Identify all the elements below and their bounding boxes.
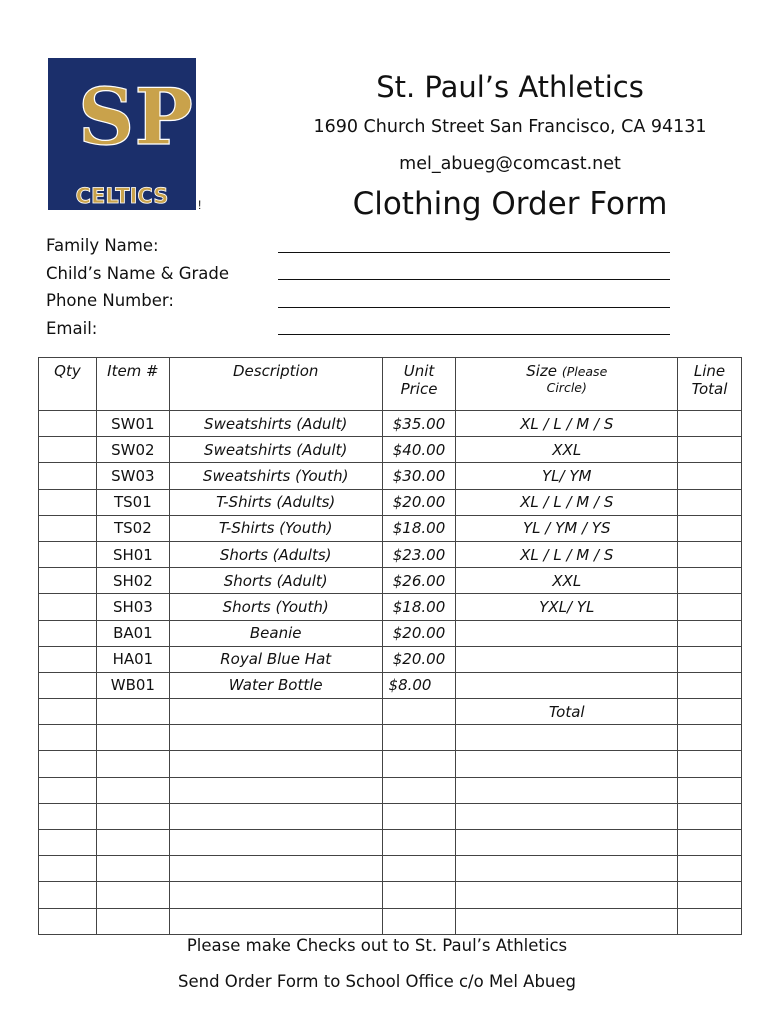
blank-cell[interactable] xyxy=(678,803,742,829)
grand-total-cell[interactable] xyxy=(678,699,742,725)
size-cell: XXL xyxy=(456,437,678,463)
family-name-line[interactable] xyxy=(278,239,670,253)
description-cell: Shorts (Adult) xyxy=(169,568,382,594)
blank-cell[interactable] xyxy=(456,777,678,803)
blank-cell[interactable] xyxy=(39,908,97,934)
line-total-cell[interactable] xyxy=(678,594,742,620)
child-name-label: Child’s Name & Grade xyxy=(46,263,230,283)
qty-cell[interactable] xyxy=(39,672,97,698)
blank-cell[interactable] xyxy=(169,777,382,803)
qty-cell[interactable] xyxy=(39,437,97,463)
blank-cell[interactable] xyxy=(456,803,678,829)
blank-cell[interactable] xyxy=(382,777,456,803)
blank-cell[interactable] xyxy=(96,908,169,934)
blank-cell[interactable] xyxy=(456,908,678,934)
item-cell: SW02 xyxy=(96,437,169,463)
blank-cell[interactable] xyxy=(96,856,169,882)
description-cell: Shorts (Youth) xyxy=(169,594,382,620)
size-cell: XL / L / M / S xyxy=(456,541,678,567)
description-cell: Sweatshirts (Adult) xyxy=(169,437,382,463)
email-line[interactable] xyxy=(278,321,670,335)
blank-cell[interactable] xyxy=(382,830,456,856)
price-cell: $18.00 xyxy=(382,594,456,620)
item-cell: SH03 xyxy=(96,594,169,620)
email-row xyxy=(46,315,670,343)
blank-cell[interactable] xyxy=(39,856,97,882)
blank-cell[interactable] xyxy=(169,882,382,908)
line-total-cell[interactable] xyxy=(678,437,742,463)
blank-cell[interactable] xyxy=(678,830,742,856)
description-cell: T-Shirts (Youth) xyxy=(169,515,382,541)
blank-cell[interactable] xyxy=(96,751,169,777)
blank-cell[interactable] xyxy=(39,777,97,803)
blank-row xyxy=(39,725,742,751)
blank-cell[interactable] xyxy=(96,725,169,751)
description-cell: Royal Blue Hat xyxy=(169,646,382,672)
table-header-row xyxy=(39,358,742,411)
form-title: Clothing Order Form xyxy=(352,186,668,222)
child-name-line[interactable] xyxy=(278,266,670,280)
blank-cell[interactable] xyxy=(382,908,456,934)
org-email: mel_abueg@comcast.net xyxy=(399,154,621,174)
line-total-header-line2: Total xyxy=(691,380,728,398)
table-row xyxy=(39,411,742,437)
order-table xyxy=(38,357,742,935)
price-cell: $30.00 xyxy=(382,463,456,489)
blank-cell[interactable] xyxy=(39,882,97,908)
blank-row xyxy=(39,803,742,829)
blank-cell[interactable] xyxy=(382,803,456,829)
total-row xyxy=(39,699,742,725)
line-total-cell[interactable] xyxy=(678,568,742,594)
logo-team-text: CELTICS xyxy=(75,184,169,208)
table-row xyxy=(39,646,742,672)
table-row xyxy=(39,620,742,646)
stray-mark: ! xyxy=(198,198,202,212)
price-cell[interactable] xyxy=(382,699,456,725)
unit-price-header-line1: Unit xyxy=(403,362,435,380)
line-total-cell[interactable] xyxy=(678,541,742,567)
blank-cell[interactable] xyxy=(456,856,678,882)
blank-cell[interactable] xyxy=(169,830,382,856)
price-cell: $20.00 xyxy=(382,646,456,672)
line-total-cell[interactable] xyxy=(678,489,742,515)
qty-cell[interactable] xyxy=(39,594,97,620)
description-cell: Water Bottle xyxy=(169,672,382,698)
price-cell: $20.00 xyxy=(382,489,456,515)
blank-row xyxy=(39,882,742,908)
size-header-note: (Please xyxy=(561,364,608,379)
description-cell: T-Shirts (Adults) xyxy=(169,489,382,515)
size-cell: YXL/ YL xyxy=(456,594,678,620)
item-cell: TS01 xyxy=(96,489,169,515)
size-header xyxy=(456,358,678,411)
blank-cell[interactable] xyxy=(456,830,678,856)
line-total-cell[interactable] xyxy=(678,620,742,646)
total-label: Total xyxy=(456,699,678,725)
price-cell: $20.00 xyxy=(382,620,456,646)
blank-row xyxy=(39,830,742,856)
blank-row xyxy=(39,777,742,803)
family-name-label: Family Name: xyxy=(46,236,159,256)
blank-cell[interactable] xyxy=(382,751,456,777)
blank-cell[interactable] xyxy=(678,777,742,803)
qty-cell[interactable] xyxy=(39,541,97,567)
description-header: Description xyxy=(169,358,382,411)
size-header-label: Size xyxy=(526,362,558,380)
table-row xyxy=(39,463,742,489)
price-cell: $8.00 xyxy=(382,672,456,698)
size-cell: YL/ YM xyxy=(456,463,678,489)
blank-cell[interactable] xyxy=(678,751,742,777)
item-cell: SW01 xyxy=(96,411,169,437)
qty-cell[interactable] xyxy=(39,568,97,594)
qty-cell[interactable] xyxy=(39,620,97,646)
phone-label: Phone Number: xyxy=(46,291,174,311)
qty-cell[interactable] xyxy=(39,515,97,541)
price-cell: $26.00 xyxy=(382,568,456,594)
blank-cell[interactable] xyxy=(678,882,742,908)
school-logo xyxy=(48,58,196,210)
price-cell: $23.00 xyxy=(382,541,456,567)
send-form-note: Send Order Form to School Office c/o Mel Abueg xyxy=(177,972,576,991)
item-cell: SH02 xyxy=(96,568,169,594)
line-total-cell[interactable] xyxy=(678,515,742,541)
sp-celtics-logo-icon xyxy=(48,58,196,210)
description-cell: Shorts (Adults) xyxy=(169,541,382,567)
table-row xyxy=(39,437,742,463)
description-cell[interactable] xyxy=(169,699,382,725)
qty-cell[interactable] xyxy=(39,699,97,725)
line-total-cell[interactable] xyxy=(678,411,742,437)
blank-row xyxy=(39,751,742,777)
size-cell: XXL xyxy=(456,568,678,594)
item-cell[interactable] xyxy=(96,699,169,725)
blank-cell[interactable] xyxy=(382,856,456,882)
org-name: St. Paul’s Athletics xyxy=(376,70,644,104)
item-cell: HA01 xyxy=(96,646,169,672)
blank-cell[interactable] xyxy=(678,725,742,751)
size-cell: YL / YM / YS xyxy=(456,515,678,541)
line-total-cell[interactable] xyxy=(678,672,742,698)
phone-row xyxy=(46,287,670,315)
table-row xyxy=(39,489,742,515)
qty-cell[interactable] xyxy=(39,463,97,489)
blank-cell[interactable] xyxy=(96,777,169,803)
table-row xyxy=(39,568,742,594)
size-cell xyxy=(456,672,678,698)
checks-payable-note: Please make Checks out to St. Paul’s Athletics xyxy=(186,936,568,955)
blank-cell[interactable] xyxy=(456,725,678,751)
size-cell: XL / L / M / S xyxy=(456,411,678,437)
blank-cell[interactable] xyxy=(678,856,742,882)
description-cell: Sweatshirts (Youth) xyxy=(169,463,382,489)
size-cell: XL / L / M / S xyxy=(456,489,678,515)
blank-cell[interactable] xyxy=(382,882,456,908)
blank-cell[interactable] xyxy=(169,803,382,829)
email-label: Email: xyxy=(46,318,98,338)
item-cell: SW03 xyxy=(96,463,169,489)
item-cell: WB01 xyxy=(96,672,169,698)
table-row xyxy=(39,541,742,567)
description-cell: Sweatshirts (Adult) xyxy=(169,411,382,437)
org-address: 1690 Church Street San Francisco, CA 94131 xyxy=(313,117,707,137)
blank-cell[interactable] xyxy=(169,908,382,934)
blank-cell[interactable] xyxy=(382,725,456,751)
item-header: Item # xyxy=(96,358,169,411)
qty-cell[interactable] xyxy=(39,489,97,515)
blank-row xyxy=(39,856,742,882)
line-total-header xyxy=(678,358,742,411)
unit-price-header xyxy=(382,358,456,411)
blank-cell[interactable] xyxy=(456,751,678,777)
blank-cell[interactable] xyxy=(39,803,97,829)
phone-line[interactable] xyxy=(278,294,670,308)
qty-header: Qty xyxy=(39,358,97,411)
qty-cell[interactable] xyxy=(39,411,97,437)
child-name-row xyxy=(46,260,670,288)
logo-letter-s: SP xyxy=(78,72,193,163)
info-fields xyxy=(46,232,670,342)
blank-cell[interactable] xyxy=(456,882,678,908)
line-total-header-line1: Line xyxy=(693,362,726,380)
size-cell xyxy=(456,620,678,646)
table-row xyxy=(39,594,742,620)
blank-cell[interactable] xyxy=(169,725,382,751)
table-row xyxy=(39,672,742,698)
blank-cell[interactable] xyxy=(169,856,382,882)
blank-cell[interactable] xyxy=(39,751,97,777)
blank-cell[interactable] xyxy=(96,830,169,856)
size-cell xyxy=(456,646,678,672)
price-cell: $35.00 xyxy=(382,411,456,437)
qty-cell[interactable] xyxy=(39,646,97,672)
blank-cell[interactable] xyxy=(169,751,382,777)
item-cell: BA01 xyxy=(96,620,169,646)
unit-price-header-line2: Price xyxy=(400,380,438,398)
table-row xyxy=(39,515,742,541)
blank-cell[interactable] xyxy=(39,830,97,856)
blank-cell[interactable] xyxy=(96,803,169,829)
blank-row xyxy=(39,908,742,934)
item-cell: SH01 xyxy=(96,541,169,567)
size-header-note-2: Circle) xyxy=(546,380,587,395)
price-cell: $40.00 xyxy=(382,437,456,463)
blank-cell[interactable] xyxy=(96,882,169,908)
family-name-row xyxy=(46,232,670,260)
blank-cell[interactable] xyxy=(678,908,742,934)
description-cell: Beanie xyxy=(169,620,382,646)
line-total-cell[interactable] xyxy=(678,646,742,672)
blank-cell[interactable] xyxy=(39,725,97,751)
item-cell: TS02 xyxy=(96,515,169,541)
price-cell: $18.00 xyxy=(382,515,456,541)
line-total-cell[interactable] xyxy=(678,463,742,489)
